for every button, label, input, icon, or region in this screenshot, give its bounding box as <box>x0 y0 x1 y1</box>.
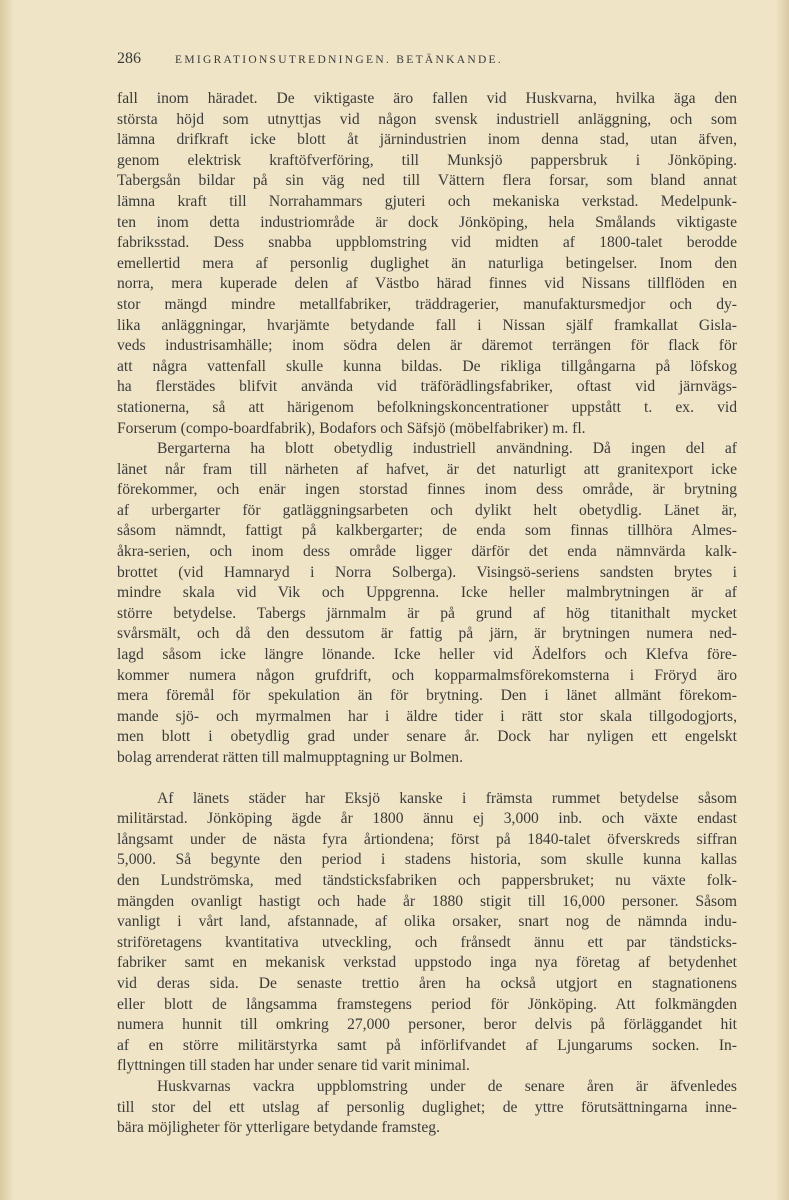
paragraph <box>117 1077 737 1139</box>
text-line: 5,000. Så begynte den period i stadens historia, som skulle kunna kallas <box>117 851 737 869</box>
text-line: stationerna, så att härigenom befolkningskoncentrationer uppstått t. ex. vid <box>117 398 737 416</box>
text-line: långsamt under de nästa fyra årtiondena; först på 1840-talet öfverskreds siffran <box>117 830 737 848</box>
text-line: mande sjö- och myrmalmen har i äldre tider i rätt stor skala tillgodogjorts, <box>117 707 737 725</box>
text-line: fall inom häradet. De viktigaste äro fallen vid Huskvarna, hvilka äga den <box>117 90 737 107</box>
text-line: till stor del ett utslag af personlig duglighet; de yttre förutsättningarna inne- <box>117 1098 737 1116</box>
text-line: fabriksstad. Dess snabba uppblomstring vid midten af 1800-talet berodde <box>117 234 737 252</box>
paragraph <box>117 89 737 439</box>
text-line: militärstad. Jönköping ägde år 1800 ännu ej 3,000 inb. och växte endast <box>117 810 737 828</box>
text-line: ha flerstädes blifvit använda vid träförädlingsfabriker, oftast vid järnvägs- <box>117 378 737 396</box>
text-line: största höjd som utnyttjas vid någon svensk industriell anläggning, och som <box>117 110 737 128</box>
text-line: förekommer, och enär ingen storstad finnes inom dess område, är brytning <box>117 481 737 499</box>
text-line: lagd såsom icke längre lönande. Icke heller vid Ädelfors och Klefva före- <box>117 646 737 664</box>
page-right-edge <box>775 0 789 1200</box>
text-line: af urbergarter för gatläggningsarbeten och dylikt helt obetydlig. Länet är, <box>117 501 737 519</box>
page-header <box>117 50 711 68</box>
text-line: lika anläggningar, hvarjämte betydande fall i Nissan själf framkallat Gisla- <box>117 316 737 334</box>
text-line: åkra-serien, och inom dess område ligger därför det enda nämnvärda kalk- <box>117 543 737 561</box>
text-line: den Lundströmska, med tändsticksfabriken och pappersbruket; nu växte folk- <box>117 871 737 889</box>
text-line: Bergarterna ha blott obetydlig industriell användning. Då ingen del af <box>157 440 737 458</box>
text-line: lämna kraft till Norrahammars gjuteri och mekaniska verkstad. Medelpunk- <box>117 192 737 210</box>
text-line: vanligt i vårt land, afstannade, af olika orsaker, snart nog de nämnda indu- <box>117 913 737 931</box>
text-line: brottet (vid Hamnaryd i Norra Solberga). Visingsö-seriens sandsten brytes i <box>117 563 737 581</box>
text-line: Forserum (compo-boardfabrik), Bodafors och Säfsjö (möbelfabriker) m. fl. <box>117 419 586 437</box>
text-line: af en större militärstyrka samt på införlifvandet af Ljungarums socken. In- <box>117 1036 737 1054</box>
text-line: svårsmält, och då den dessutom är fattig på järn, är brytningen numera ned- <box>117 625 737 643</box>
text-line: att några vattenfall skulle kunna bildas. De rikliga tillgångarna på löfskog <box>117 357 737 375</box>
text-line: flyttningen till staden har under senare tid varit minimal. <box>117 1057 470 1075</box>
text-line: lämna drifkraft icke blott åt järnindustrien inom denna stad, utan äfven, <box>117 131 737 149</box>
text-line: men blott i obetydlig grad under senare år. Dock har nyligen ett engelskt <box>117 728 737 746</box>
text-line: emellertid mera af personlig duglighet än naturliga betingelser. Inom den <box>117 254 737 272</box>
text-line: mängden ovanligt hastigt och hade år 1880 stigit till 16,000 personer. Såsom <box>117 892 737 910</box>
paragraph <box>117 439 737 769</box>
text-line: norra, mera kuperade delen af Västbo härad finnes vid Nissans tillflöden en <box>117 275 737 293</box>
text-line: större betydelse. Tabergs järnmalm är på grund af hög titanithalt mycket <box>117 604 737 622</box>
text-line: länet når fram till närheten af hafvet, är det naturligt att granitexport icke <box>117 460 737 478</box>
paragraph-gap <box>117 769 737 789</box>
text-line: stor mängd mindre metallfabriker, träddragerier, manufaktursmedjor och dy- <box>117 295 737 313</box>
text-line: ten inom detta industriområde är dock Jönköping, hela Smålands viktigaste <box>117 213 737 231</box>
text-line: Huskvarnas vackra uppblomstring under de senare åren är äfvenledes <box>157 1077 737 1095</box>
running-title: EMIGRATIONSUTREDNINGEN. BETÄNKANDE. <box>175 54 504 66</box>
text-line: bolag arrenderat rätten till malmupptagning ur Bolmen. <box>117 749 463 766</box>
text-line: bära möjligheter för ytterligare betydande framsteg. <box>117 1119 440 1137</box>
text-line: genom elektrisk kraftöfverföring, till Munksjö pappersbruk i Jönköping. <box>117 151 737 169</box>
text-line: mindre skala vid Vik och Uppgrenna. Icke heller malmbrytningen är af <box>117 584 737 602</box>
text-line: Af länets städer har Eksjö kanske i främsta rummet betydelse såsom <box>157 789 737 807</box>
text-line: fabriker samt en mekanisk verkstad uppstodo inga nya företag af betydenhet <box>117 954 737 972</box>
paragraph <box>117 789 737 1077</box>
text-line: eller blott de långsamma framstegens period för Jönköping. Att folkmängden <box>117 995 737 1013</box>
page-left-edge <box>0 0 14 1200</box>
page-number: 286 <box>117 50 141 67</box>
text-line: veds industrisamhälle; inom södra delen är däremot terrängen för flack för <box>117 337 737 355</box>
text-line: vid deras sida. De senaste trettio åren ha också utgjort en stagnationens <box>117 974 737 992</box>
text-line: såsom nämndt, fattigt på kalkbergarter; de enda som finnas tillhöra Almes- <box>117 522 737 540</box>
text-line: Tabergsån bildar på sin väg ned till Vättern flera forsar, som bland annat <box>117 172 737 190</box>
text-line: kommer numera någon grufdrift, och kopparmalmsförekomsterna i Fröryd äro <box>117 666 737 684</box>
text-line: numera hunnit till omkring 27,000 personer, beror delvis på förläggandet hit <box>117 1016 737 1034</box>
body-text <box>117 89 737 1139</box>
text-line: striföretagens kvantitativa utveckling, och frånsedt ännu ett par tändsticks- <box>117 933 737 951</box>
text-line: mera föremål för spekulation än för brytning. Den i länet allmänt förekom- <box>117 687 737 705</box>
